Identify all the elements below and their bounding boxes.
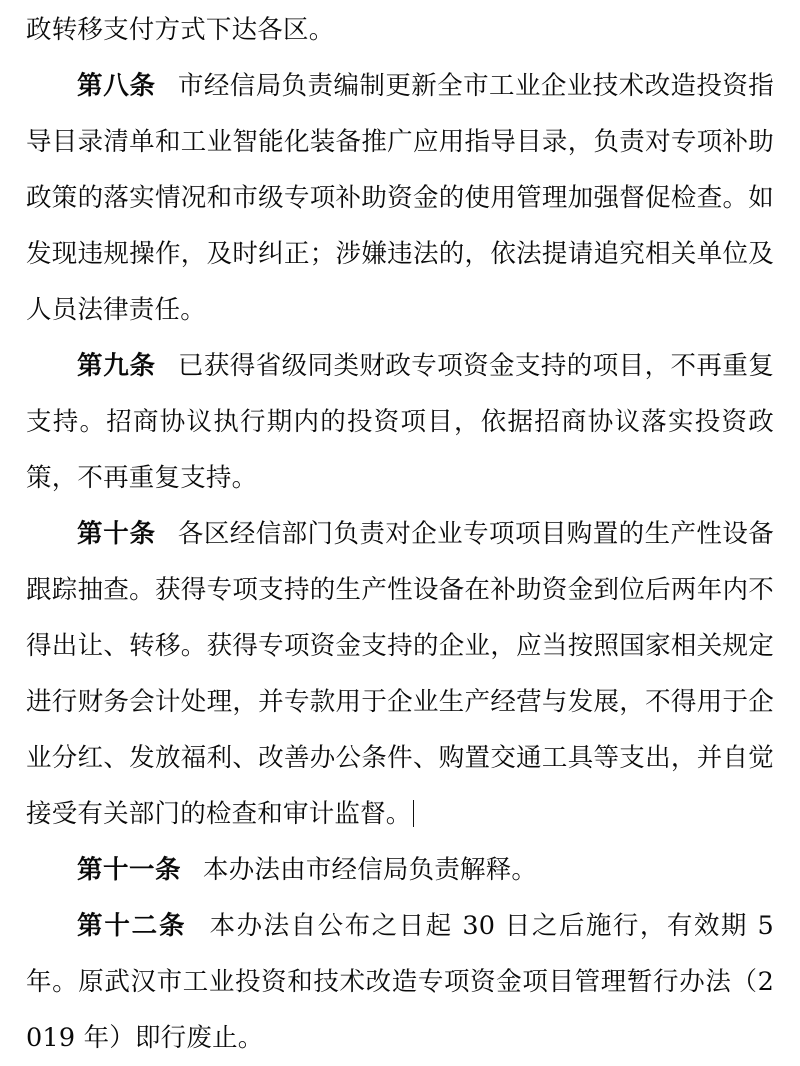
paragraph-article-11 — [26, 842, 774, 898]
article-label-9: 第九条 — [77, 351, 156, 381]
paragraph-text: 市经信局负责编制更新全市工业企业技术改造投资指导目录清单和工业智能化装备推广应用指导目录，负责对专项补助政策的落实情况和市级专项补助资金的使用管理加强督促检查。如发现违规操作，及时纠正；涉嫌违法的，依法提请追究相关单位及人员法律责任。 — [26, 71, 774, 325]
paragraph-text: 各区经信部门负责对企业专项项目购置的生产性设备跟踪抽查。获得专项支持的生产性设备在补助资金到位后两年内不得出让、转移。获得专项资金支持的企业，应当按照国家相关规定进行财务会计处理，并专款用于企业生产经营与发展，不得用于企业分红、发放福利、改善办公条件、购置交通工具等支出，并自觉接受有关部门的检查和审计监督。 — [26, 519, 774, 829]
paragraph-article-10 — [26, 506, 774, 842]
article-label-12: 第十二条 — [77, 911, 187, 941]
article-label-8: 第八条 — [77, 71, 156, 101]
paragraph-article-12 — [26, 898, 774, 1066]
article-label-10: 第十条 — [77, 519, 156, 549]
document-body — [26, 0, 774, 1066]
paragraph-article-8 — [26, 58, 774, 338]
paragraph-text: 本办法由市经信局负责解释。 — [203, 855, 538, 885]
paragraph-article-9 — [26, 338, 774, 506]
paragraph-text: 已获得省级同类财政专项资金支持的项目，不再重复支持。招商协议执行期内的投资项目，依据招商协议落实投资政策，不再重复支持。 — [26, 351, 774, 493]
paragraph-text: 本办法自公布之日起 30 日之后施行，有效期 5 年。原武汉市工业投资和技术改造专项资金项目管理暂行办法（2019 年）即行废止。 — [26, 911, 774, 1053]
text-cursor — [413, 800, 414, 827]
paragraph-text: 政转移支付方式下达各区。 — [26, 15, 335, 45]
article-label-11: 第十一条 — [77, 855, 182, 885]
paragraph-continuation — [26, 2, 774, 58]
